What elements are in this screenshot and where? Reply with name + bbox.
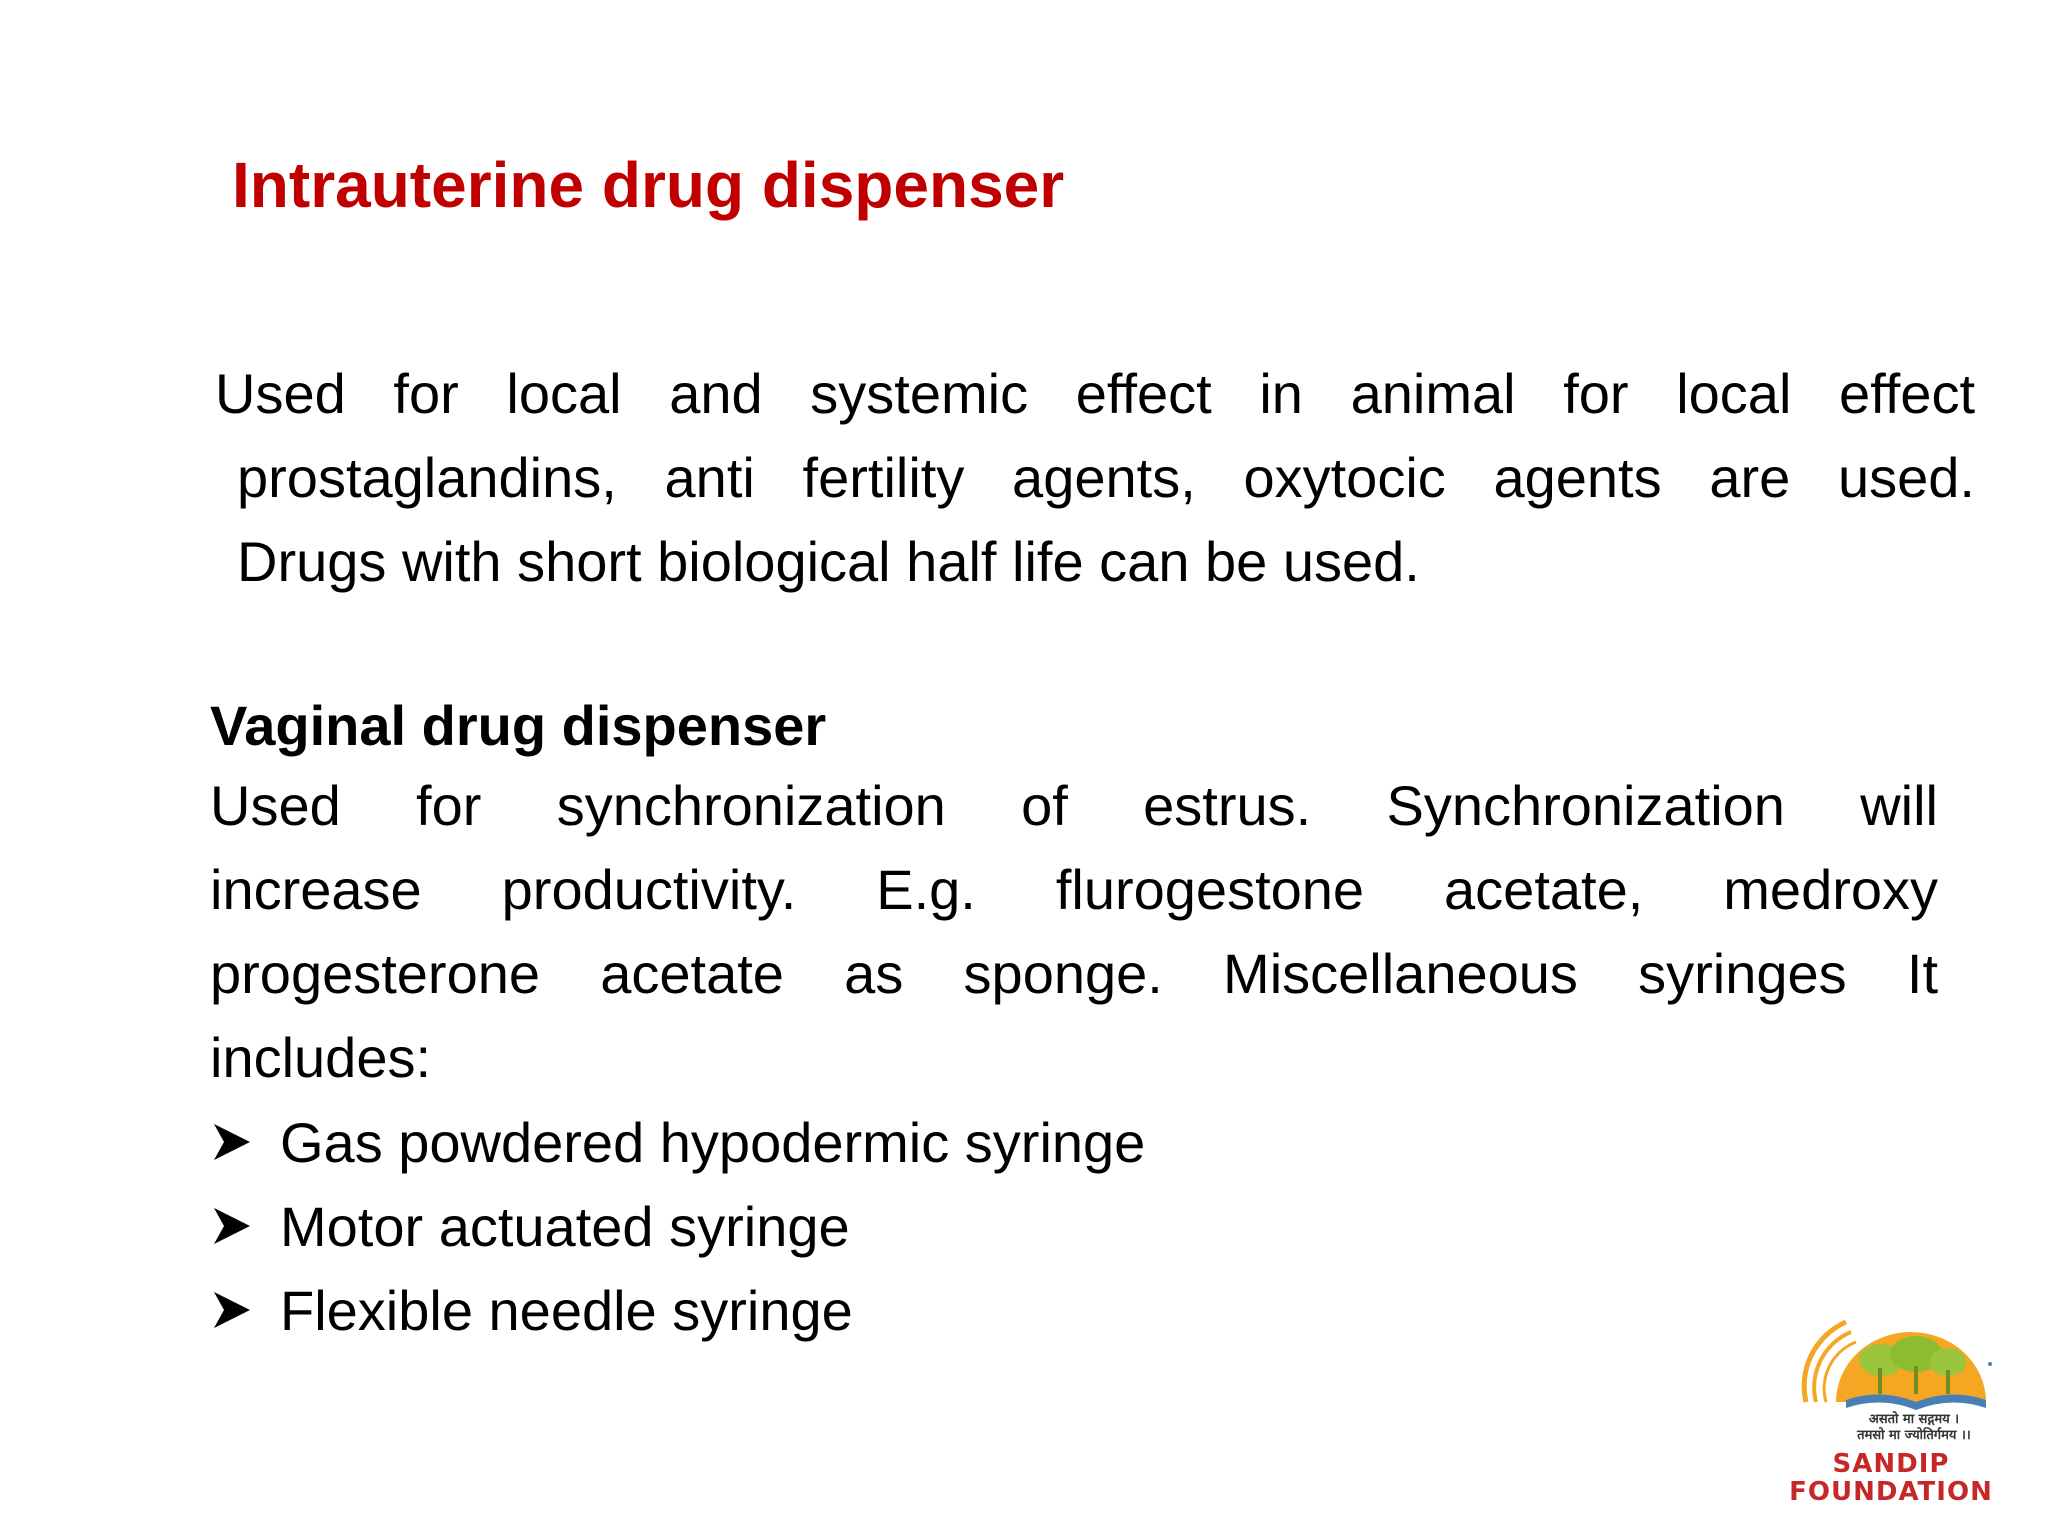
vaginal-description (210, 764, 1938, 1100)
text-line: Used for synchronization of estrus. Synchronization will (210, 774, 1938, 837)
logo-emblem-icon (1776, 1292, 2006, 1422)
logo-motto (1814, 1412, 2014, 1444)
text-line: includes: (210, 1026, 432, 1089)
list-item (210, 1268, 1938, 1352)
list-item-label: Gas powdered hypodermic syringe (280, 1110, 1146, 1174)
logo-name-line: FOUNDATION (1789, 1477, 1993, 1507)
logo-name (1776, 1450, 2006, 1506)
intrauterine-description (215, 352, 1975, 604)
text-line: prostaglandins, anti fertility agents, oxytocic agents are used. (237, 446, 1975, 509)
list-item (210, 1100, 1938, 1184)
text-line: increase productivity. E.g. flurogestone acetate, medroxy (210, 858, 1938, 921)
arrow-bullet-icon (210, 1288, 280, 1332)
slide-title: Intrauterine drug dispenser (232, 149, 1065, 221)
motto-line: असतो मा सद्गमय । (1868, 1412, 1960, 1427)
text-line: progesterone acetate as sponge. Miscellaneous syringes It (210, 942, 1938, 1005)
list-item-label: Motor actuated syringe (280, 1194, 850, 1258)
text-line: Drugs with short biological half life can be used. (237, 530, 1420, 593)
arrow-bullet-icon (210, 1204, 280, 1248)
list-item-label: Flexible needle syringe (280, 1278, 853, 1342)
vaginal-section (210, 688, 1938, 1352)
sandip-foundation-logo (1776, 1292, 2006, 1514)
logo-name-line: SANDIP (1832, 1449, 1950, 1479)
motto-line: तमसो मा ज्योतिर्गमय ।। (1857, 1428, 1971, 1443)
text-line: Used for local and systemic effect in animal for local effect (215, 362, 1975, 425)
section-heading: Vaginal drug dispenser (210, 694, 827, 757)
list-item (210, 1184, 1938, 1268)
arrow-bullet-icon (210, 1120, 280, 1164)
syringe-list (210, 1100, 1938, 1352)
